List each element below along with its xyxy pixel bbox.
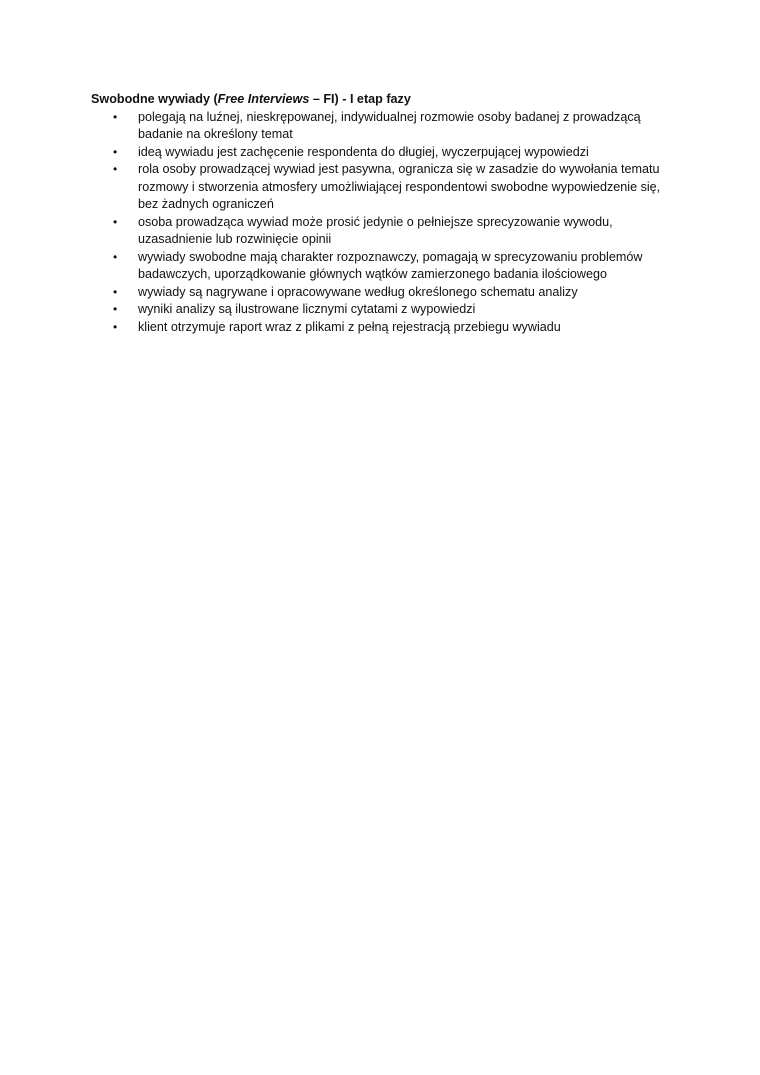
heading-italic-term: Free Interviews — [217, 92, 310, 106]
heading-part-1: Swobodne wywiady ( — [91, 92, 218, 106]
bullet-icon: • — [113, 249, 118, 264]
document-content — [91, 91, 681, 336]
list-item — [91, 249, 681, 284]
bullet-icon: • — [113, 109, 118, 124]
list-item — [91, 144, 681, 162]
list-item-text: osoba prowadząca wywiad może prosić jedynie o pełniejsze sprecyzowanie wywodu, uzasadnienie lub rozwinięcie opinii — [138, 214, 613, 246]
section-heading — [91, 91, 681, 109]
list-item — [91, 284, 681, 302]
list-item — [91, 301, 681, 319]
list-item — [91, 319, 681, 337]
heading-part-2: – FI) - I etap fazy — [309, 92, 411, 106]
list-item-text: wywiady są nagrywane i opracowywane według określonego schematu analizy — [138, 284, 578, 299]
list-item-text: wyniki analizy są ilustrowane licznymi cytatami z wypowiedzi — [138, 302, 476, 316]
bullet-icon: • — [113, 144, 118, 159]
bullet-list — [91, 109, 681, 337]
list-item — [91, 109, 681, 144]
list-item-text: polegają na luźnej, nieskrępowanej, indywidualnej rozmowie osoby badanej z prowadzącą badanie na określony temat — [138, 109, 641, 141]
bullet-icon: • — [113, 214, 118, 229]
list-item-text: ideą wywiadu jest zachęcenie respondenta do długiej, wyczerpującej wypowiedzi — [138, 144, 589, 159]
bullet-icon: • — [113, 319, 118, 334]
bullet-icon: • — [113, 162, 118, 176]
list-item — [91, 161, 681, 214]
list-item-text: klient otrzymuje raport wraz z plikami z pełną rejestracją przebiegu wywiadu — [138, 319, 561, 334]
list-item-text: rola osoby prowadzącej wywiad jest pasywna, ogranicza się w zasadzie do wywołania tematu rozmowy i stworzenia atmosfery umożliwiającej respondentowi swobodne wypowiedzenie się, bez żadnych ograniczeń — [138, 162, 661, 211]
bullet-icon: • — [113, 302, 118, 316]
list-item — [91, 214, 681, 249]
list-item-text: wywiady swobodne mają charakter rozpoznawczy, pomagają w sprecyzowaniu problemów badawczych, uporządkowanie głównych wątków zamierzonego badania ilościowego — [138, 249, 643, 281]
bullet-icon: • — [113, 284, 118, 299]
